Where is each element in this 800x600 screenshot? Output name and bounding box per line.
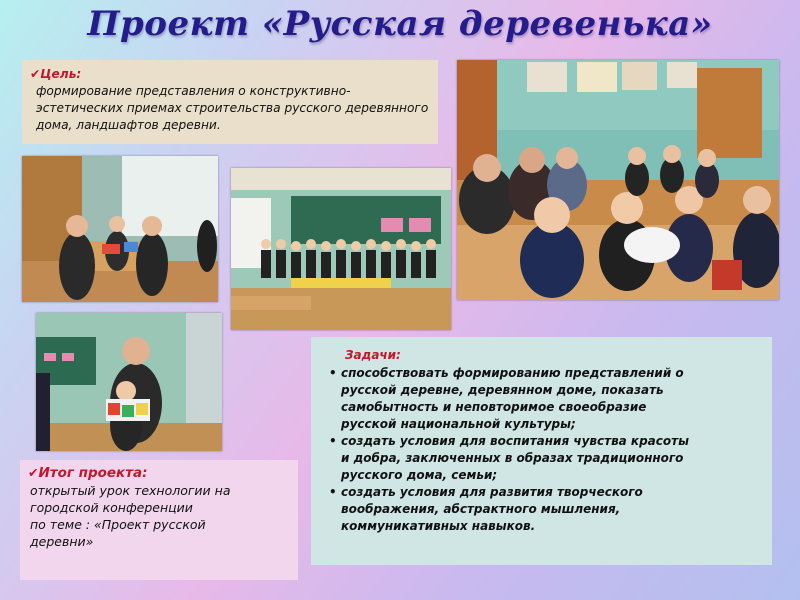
photo-teacher-with-child bbox=[36, 313, 222, 451]
photo-children-at-table bbox=[22, 156, 218, 302]
checkmark-icon: ✔ bbox=[30, 67, 41, 81]
page-title: Проект «Русская деревенька» bbox=[87, 4, 713, 44]
result-box bbox=[20, 460, 298, 580]
result-text: открытый урок технологии на городской конференции по теме : «Проект русской деревни» bbox=[30, 483, 231, 549]
goal-label: Цель: bbox=[40, 67, 82, 81]
goal-text: формирование представления о конструктивно-эстетических приемах строительства русского деревянного дома, ландшафтов деревни. bbox=[36, 84, 429, 132]
goal-box bbox=[22, 60, 438, 144]
task-item: • способствовать формированию представлений о русской деревне, деревянном доме, показать самобытность и неповторимое своеобразие русской национальной культуры; bbox=[329, 365, 762, 433]
photo-class-group bbox=[231, 168, 451, 330]
tasks-list bbox=[329, 365, 762, 535]
result-label: Итог проекта: bbox=[38, 465, 148, 481]
task-item: • создать условия для развития творческого воображения, абстрактного мышления, коммуникативных навыков. bbox=[329, 484, 762, 535]
result-heading bbox=[28, 464, 290, 482]
tasks-label: Задачи: bbox=[345, 348, 401, 362]
goal-heading bbox=[30, 66, 430, 83]
task-item: • создать условия для воспитания чувства красоты и добра, заключенных в образах традиционного русского дома, семьи; bbox=[329, 433, 762, 484]
photo-classroom-teachers bbox=[457, 60, 779, 300]
checkmark-icon: ✔ bbox=[28, 465, 39, 480]
tasks-box bbox=[311, 337, 772, 565]
